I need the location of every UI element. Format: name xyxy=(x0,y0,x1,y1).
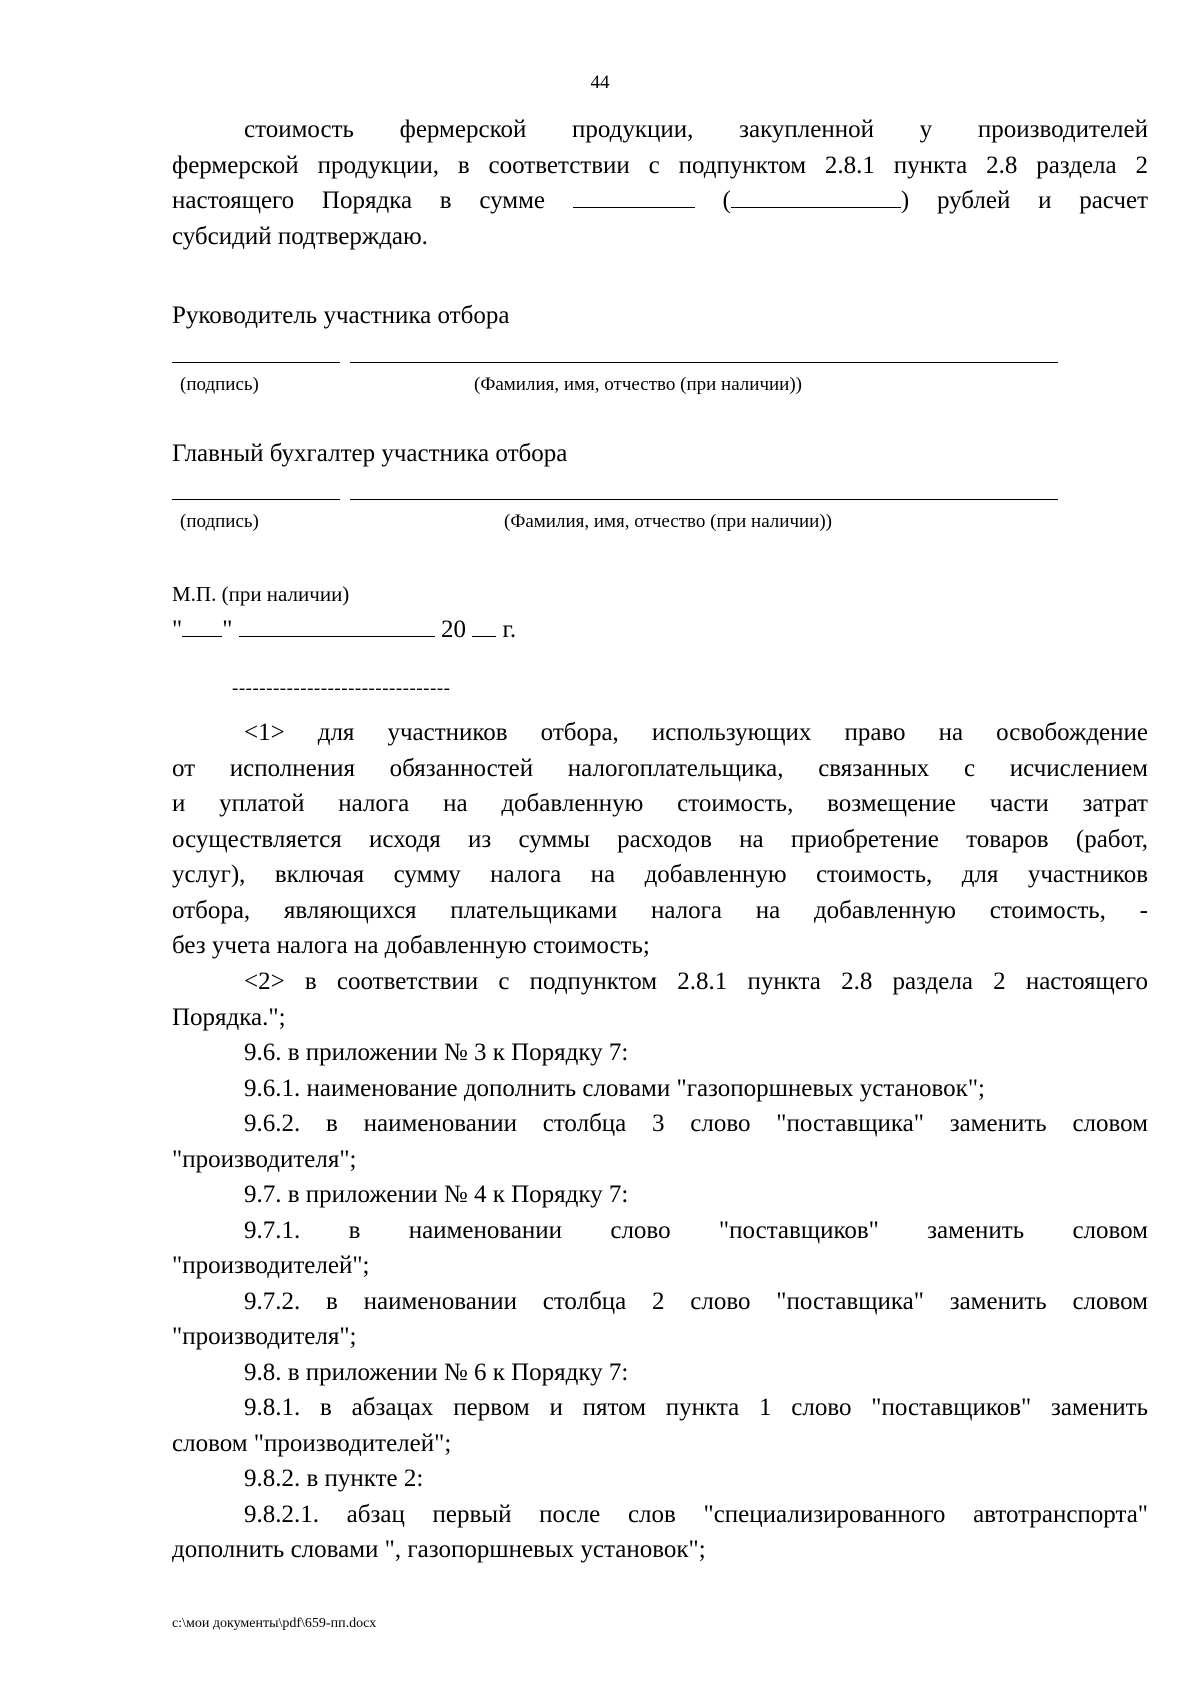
accountant-signature-line xyxy=(172,499,340,500)
footnote-line: от исполнения обязанностей налогоплательщика, связанных с исчислением xyxy=(172,754,1148,782)
intro-text: настоящего Порядка в сумме xyxy=(172,187,546,214)
head-signature-line xyxy=(172,362,340,363)
amendment-9-8-2: 9.8.2. в пункте 2: xyxy=(244,1465,424,1492)
year-suffix: г. xyxy=(502,616,517,643)
amendment-9-6: 9.6. в приложении № 3 к Порядку 7: xyxy=(244,1039,629,1066)
footer-file-path: c:\мои документы\pdf\659-пп.docx xyxy=(172,1616,377,1631)
footnote-line: отбора, являющихся плательщиками налога на добавленную стоимость, - xyxy=(172,896,1148,924)
amendment-9-8-1-cont: словом "производителей"; xyxy=(172,1429,452,1457)
footnote-line: Порядка."; xyxy=(172,1003,286,1031)
intro-paragraph xyxy=(172,112,1148,254)
intro-line: субсидий подтверждаю. xyxy=(172,222,428,250)
footnote-line: осуществляется исходя из суммы расходов на приобретение товаров (работ, xyxy=(172,825,1148,853)
head-sign-caption: (подпись) xyxy=(180,374,259,395)
date-quote-open: " xyxy=(172,616,183,643)
amendment-9-8: 9.8. в приложении № 6 к Порядку 7: xyxy=(244,1358,629,1386)
intro-line: фермерской продукции, в соответствии с подпунктом 2.8.1 пункта 2.8 раздела 2 xyxy=(172,151,1148,179)
amendment-9-7-2-cont: "производителя"; xyxy=(172,1323,357,1350)
paren-open: ( xyxy=(722,187,731,214)
year-blank xyxy=(472,614,496,637)
amendment-9-6-2: 9.6.2. в наименовании столбца 3 слово "поставщика" заменить словом xyxy=(244,1110,1148,1137)
page-number: 44 xyxy=(590,72,610,93)
footnote-separator: -------------------------------- xyxy=(232,678,451,699)
day-blank xyxy=(182,614,222,637)
amendment-9-7-1: 9.7.1. в наименовании слово "поставщиков" заменить словом xyxy=(244,1216,1148,1244)
amount-blank xyxy=(573,185,695,208)
date-line xyxy=(172,612,516,647)
amendment-9-8-1: 9.8.1. в абзацах первом и пятом пункта 1 слово "поставщиков" заменить xyxy=(244,1394,1148,1421)
amendments xyxy=(172,1035,1148,1568)
footnote-line: <1> для участников отбора, использующих право на освобождение xyxy=(244,719,1148,746)
amount-words-blank xyxy=(731,185,901,208)
paren-close: ) xyxy=(900,187,910,214)
head-name-caption: (Фамилия, имя, отчество (при наличии)) xyxy=(474,374,803,395)
footnote-line: без учета налога на добавленную стоимость; xyxy=(172,932,650,959)
amendment-9-6-1: 9.6.1. наименование дополнить словами "газопоршневых установок"; xyxy=(244,1074,985,1102)
intro-line: стоимость фермерской продукции, закупленной у производителей xyxy=(244,116,1148,143)
stamp-label: М.П. (при наличии) xyxy=(172,582,350,606)
amendment-9-7-2: 9.7.2. в наименовании столбца 2 слово "поставщика" заменить словом xyxy=(244,1287,1148,1315)
footnote-line: <2> в соответствии с подпунктом 2.8.1 пункта 2.8 раздела 2 настоящего xyxy=(244,968,1148,995)
head-title: Руководитель участника отбора xyxy=(172,302,510,329)
intro-text: рублей и расчет xyxy=(936,187,1148,214)
date-quote-close: " xyxy=(222,616,233,643)
month-blank xyxy=(239,614,435,637)
amendment-9-8-2-1-cont: дополнить словами ", газопоршневых установок"; xyxy=(172,1536,706,1563)
footnote-2 xyxy=(172,964,1148,1035)
head-name-line xyxy=(350,362,1058,363)
accountant-title: Главный бухгалтер участника отбора xyxy=(172,440,568,467)
accountant-name-line xyxy=(350,499,1058,500)
accountant-name-caption: (Фамилия, имя, отчество (при наличии)) xyxy=(504,511,833,532)
year-prefix: 20 xyxy=(440,616,466,643)
intro-line-with-blanks xyxy=(172,183,1148,219)
amendment-9-8-2-1: 9.8.2.1. абзац первый после слов "специализированного автотранспорта" xyxy=(244,1500,1148,1528)
amendment-9-7: 9.7. в приложении № 4 к Порядку 7: xyxy=(244,1181,629,1208)
footnote-line: и уплатой налога на добавленную стоимость, возмещение части затрат xyxy=(172,790,1148,817)
accountant-sign-caption: (подпись) xyxy=(180,511,259,532)
footnote-1 xyxy=(172,715,1148,964)
amendment-9-6-2-cont: "производителя"; xyxy=(172,1145,357,1173)
footnote-line: услуг), включая сумму налога на добавленную стоимость, для участников xyxy=(172,861,1148,888)
amendment-9-7-1-cont: "производителей"; xyxy=(172,1252,370,1279)
